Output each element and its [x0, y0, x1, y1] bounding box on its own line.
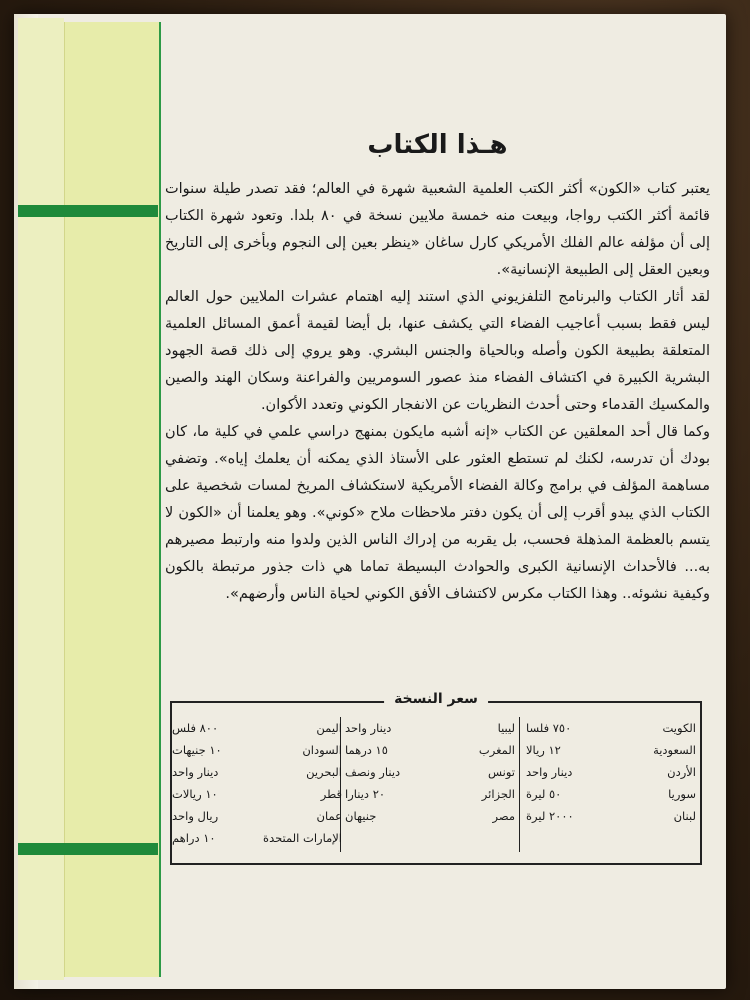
- blurb-paragraph-2: لقد أثار الكتاب والبرنامج التلفزيوني الذي استند إليه اهتمام عشرات الملايين حول العالم ليس فقط بسبب أعاجيب الفضاء التي يكشف عنها، بل أيضا لقيمة أعمق المسائل العلمية المتعلقة بطبيعة الكون وأصله وبالحياة والجنس البشري. وهو يروي إلى ذلك قصة الجهود البشرية الكبيرة في اكتشاف الفضاء منذ عصور السومريين والفراعنة وسكان الهند والصين والمكسيك القدماء وحتى أحدث النظريات عن الانفجار الكوني وتعدد الأكوان.: [165, 289, 710, 413]
- price-row: [526, 761, 696, 783]
- price-value: دينار ونصف: [345, 765, 401, 779]
- price-row: [345, 805, 515, 827]
- country-name: المغرب: [478, 743, 515, 757]
- country-name: اليمن: [316, 721, 342, 735]
- price-value: ١٠ دراهم: [172, 831, 216, 845]
- price-value: ٧٥٠ فلسا: [526, 721, 572, 735]
- price-row: [172, 783, 342, 805]
- price-value: ٨٠٠ فلس: [172, 721, 219, 735]
- price-value: ٥٠ ليرة: [526, 787, 562, 801]
- price-row: [345, 717, 515, 739]
- cover-left-band: [18, 18, 64, 980]
- price-value: ٢٠ دينارا: [345, 787, 386, 801]
- price-row: [526, 739, 696, 761]
- blurb-paragraph-1: يعتبر كتاب «الكون» أكثر الكتب العلمية الشعبية شهرة في العالم؛ فقد تصدر طيلة سنوات قائمة أكثر الكتب رواجا، وبيعت منه خمسة ملايين نسخة في ٨٠ بلدا. وتعود شهرة الكتاب إلى أن مؤلفه عالم الفلك الأمريكي كارل ساغان «ينظر بعين إلى النجوم وبأخرى إلى التاريخ وبعين العقل إلى الطبيعة الإنسانية».: [165, 181, 710, 278]
- blurb-content: [165, 130, 710, 650]
- price-row: [526, 783, 696, 805]
- country-name: مصر: [492, 809, 515, 823]
- country-name: الكويت: [662, 721, 696, 735]
- price-value: دينار واحد: [526, 765, 573, 779]
- country-name: السودان: [302, 743, 342, 757]
- price-row: [345, 761, 515, 783]
- price-value: ١٥ درهما: [345, 743, 388, 757]
- price-value: دينار واحد: [172, 765, 219, 779]
- green-stripe-top: [18, 205, 158, 217]
- price-column-2: [340, 717, 520, 852]
- price-value: جنيهان: [345, 809, 377, 823]
- price-row: [172, 739, 342, 761]
- price-value: ريال واحد: [172, 809, 219, 823]
- country-name: لبنان: [673, 809, 696, 823]
- price-column-1: [526, 717, 696, 852]
- country-name: قطر: [320, 787, 342, 801]
- green-stripe-bottom: [18, 843, 158, 855]
- price-value: ١٢ ريالا: [526, 743, 561, 757]
- price-row: [526, 805, 696, 827]
- price-row: [172, 761, 342, 783]
- price-value: ٢٠٠٠ ليرة: [526, 809, 574, 823]
- price-table-title: سعر النسخة: [384, 691, 488, 707]
- country-name: الأردن: [667, 765, 696, 779]
- price-column-3: [172, 717, 342, 852]
- country-name: الإمارات المتحدة: [263, 831, 342, 845]
- country-name: تونس: [487, 765, 515, 779]
- cover-yellow-band: [64, 22, 161, 977]
- country-name: عمان: [316, 809, 342, 823]
- country-name: ليبيا: [497, 721, 515, 735]
- country-name: الجزائر: [481, 787, 515, 801]
- country-name: السعودية: [653, 743, 696, 757]
- country-name: سوريا: [668, 787, 696, 801]
- blurb-paragraph-3: وكما قال أحد المعلقين عن الكتاب «إنه أشبه مايكون بمنهج دراسي علمي في كلية ما، كان بودك أن تدرسه، لكنك لم تستطع العثور على الأستاذ الذي يمكنه أن يعلمك إياه». وتضفي مساهمة المؤلف في برامج وكالة الفضاء الأمريكية لاستكشاف المريخ لمسات شخصية على الكتاب الذي يبدو أقرب إلى أن يكون دفتر ملاحظات ملاح «كوني». وهو يعلمنا أن «الكون لا يتسم بالعظمة المذهلة فحسب، بل يقربه من إدراك الناس الذين ولدوا منه وارتبط مصيرهم به... فالأحداث الإنسانية الكبرى والحوادث البسيطة تماما هي ذات جذور مرتبطة بالكون وكيفية نشوئه.. وهذا الكتاب مكرس لاكتشاف الأفق الكوني لحياة الناس وأرضهم».: [165, 424, 710, 602]
- country-name: البحرين: [306, 765, 342, 779]
- price-row: [345, 739, 515, 761]
- price-value: ١٠ جنيهات: [172, 743, 222, 757]
- price-value: دينار واحد: [345, 721, 392, 735]
- price-row: [172, 805, 342, 827]
- price-row: [172, 827, 342, 849]
- price-row: [345, 783, 515, 805]
- price-value: ١٠ ريالات: [172, 787, 218, 801]
- price-row: [526, 717, 696, 739]
- price-row: [172, 717, 342, 739]
- book-title-heading: هـذا الكتاب: [367, 130, 508, 160]
- price-table: [170, 691, 702, 865]
